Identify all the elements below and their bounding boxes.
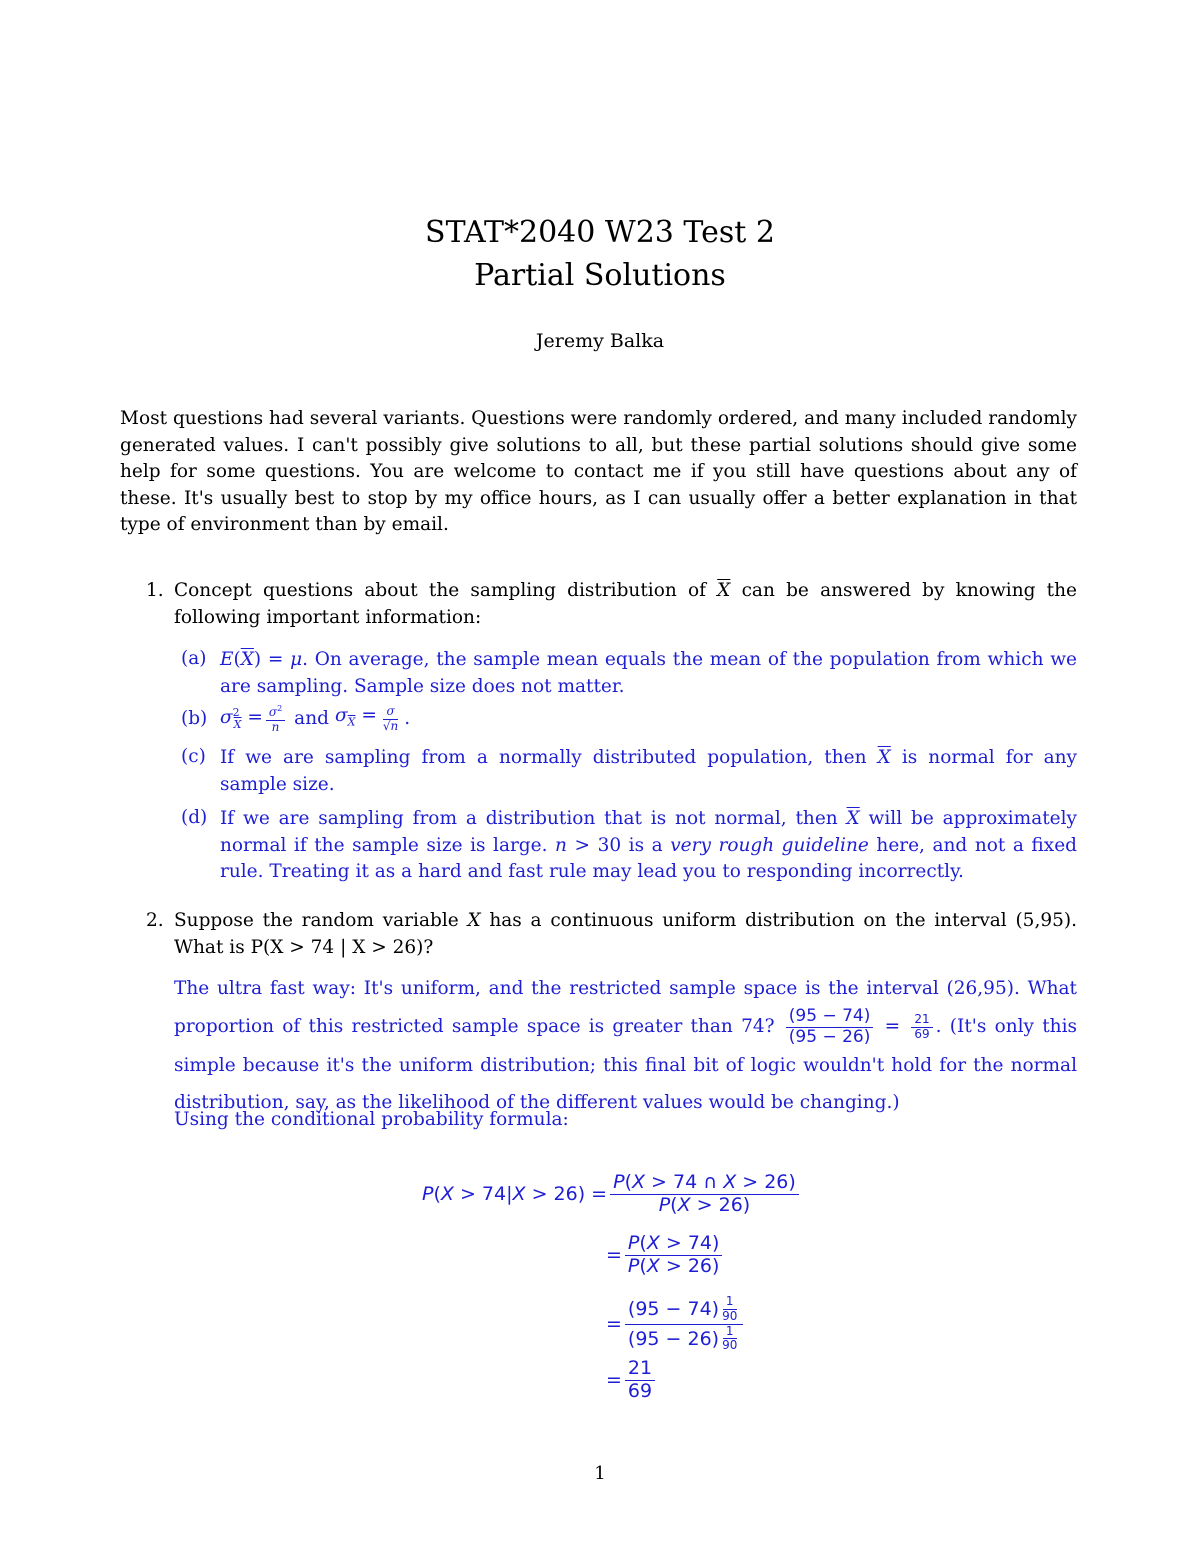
x-symbol: X	[467, 910, 481, 931]
q1-item-a-text	[220, 647, 1077, 700]
q2-text-part-b: has a continuous uniform distribution on the interval (5,95). What is P(X > 74 | X > 26)?	[174, 910, 1077, 958]
variance-fraction: $\frac{\sigma^2}{n}$	[266, 704, 285, 735]
q2-formula-intro: Using the conditional probability formula:	[174, 1109, 569, 1130]
derivation-row-1: P(X > 74|X > 26) = $\frac{P(X > 74 \cap X > 26)}{P(X > 26)}$	[422, 1172, 802, 1217]
author: Jeremy Balka	[535, 330, 665, 352]
joint-over-marginal: $\frac{P(X > 74 \cap X > 26)}{P(X > 26)}$	[610, 1172, 799, 1217]
question-1-text	[174, 578, 1077, 631]
q1-item-d-part-d: here, and not a fixed rule. Treating it as a hard and fast rule may lead you to responding incorrectly.	[220, 834, 1077, 882]
question-2-text	[174, 908, 1077, 961]
std-formula: $\sigma_{\overline{X}}$ =	[334, 704, 377, 729]
q2-text-part-a: Suppose the random variable	[174, 910, 459, 931]
q1-item-a-body: On average, the sample mean equals the mean of the population from which we are sampling. Sample size does not matter.	[220, 649, 1078, 697]
q1-item-d-part-c: is a	[628, 834, 663, 856]
proportion-fraction: $\frac{(95 - 74)}{(95 - 26)}$	[786, 1007, 874, 1047]
conditional-probability-derivation	[0, 1170, 1200, 1420]
q1-item-d-text	[220, 806, 1077, 886]
final-answer: $\frac{21}{69}$	[625, 1358, 655, 1403]
q1-item-b-text: $\sigma^2_{\overline{X}}$ = $\frac{\sigma^2}{n}$ and $\sigma_{\overline{X}}$ = $\frac{\sigma}{√n}$ .	[220, 700, 1077, 738]
derivation-row-3: = (95 − 74) $\frac{1}{90}$ (95 − 26) $\frac{1}{90}$	[606, 1295, 746, 1353]
simplified-ratio: $\frac{P(X > 74)}{P(X > 26)}$	[625, 1233, 723, 1278]
document-title-line1: STAT*2040 W23 Test 2	[425, 215, 775, 250]
sample-size-inequality: n > 30	[555, 834, 622, 856]
q1-item-d-emphasis: very rough guideline	[670, 834, 869, 856]
q1-item-c-text	[220, 745, 1077, 798]
intro-paragraph: Most questions had several variants. Questions were randomly ordered, and many included randomly generated values. I can't possibly give solutions to all, but these partial solutions should give some help for some questions. You are welcome to contact me if you still have questions about any of these. It's usually best to stop by my office hours, as I can usually offer a better explanation in that type of environment than by email.	[120, 408, 1077, 535]
derivation-row-4: = $\frac{21}{69}$	[606, 1358, 658, 1403]
derivation-row-2: = $\frac{P(X > 74)}{P(X > 26)}$	[606, 1233, 725, 1278]
q1-item-b-label: (b)	[181, 708, 208, 729]
q1-item-c-part-b: is normal for any sample size.	[220, 747, 1077, 795]
question-1-number: 1.	[146, 580, 164, 601]
expectation-formula: $E(\overline{X}) = \mu$.	[220, 649, 308, 670]
q1-item-a-label: (a)	[181, 648, 207, 669]
x-bar-symbol: $\overline{X}$	[717, 580, 731, 601]
q1-item-c-label: (c)	[181, 746, 206, 767]
uniform-ratio: (95 − 74) $\frac{1}{90}$ (95 − 26) $\frac{1}{90}$	[625, 1295, 743, 1353]
page-number: 1	[594, 1463, 606, 1484]
variance-formula: $\sigma^2_{\overline{X}}$ =	[220, 706, 263, 731]
x-bar-symbol: $\overline{X}$	[846, 808, 860, 829]
document-title-line2: Partial Solutions	[474, 258, 726, 293]
q1-item-d-part-a: If we are sampling from a distribution that is not normal, then	[220, 808, 838, 829]
q1-text-part-b: can be answered by knowing the following important information:	[174, 580, 1077, 628]
q2-fast-way-part-b: (It's only this simple because it's the uniform distribution; this final bit of logic wouldn't hold for the normal distribution, say, as the likelihood of the different values would be changing.)	[174, 1016, 1078, 1114]
q1-item-c-part-a: If we are sampling from a normally distributed population, then	[220, 747, 867, 768]
std-fraction: $\frac{\sigma}{√n}$	[382, 703, 399, 733]
x-bar-symbol: $\overline{X}$	[877, 747, 891, 768]
question-2-number: 2.	[146, 910, 164, 931]
q1-item-d-part-b: will be approximately normal if the sample size is large.	[220, 808, 1077, 856]
q2-fast-way: The ultra fast way: It's uniform, and the restricted sample space is the interval (26,95). What proportion of this restricted sample space is greater than 74? $\frac{(95 - 74)}{(95 - 26)}$ = $\frac{21}{69}$ . (It's only this simple because it's the uniform distribution; this final bit of logic wouldn't hold for the normal distribution, say, as the likelihood of the different values would be changing.)	[174, 978, 1078, 1114]
q1-text-part-a: Concept questions about the sampling distribution of	[174, 580, 706, 601]
q1-item-b-and: and	[294, 707, 329, 729]
q1-item-d-label: (d)	[181, 807, 208, 828]
q2-fast-way-part-a: The ultra fast way: It's uniform, and the restricted sample space is the interval (26,95). What proportion of this restricted sample space is greater than 74?	[174, 978, 1077, 1038]
result-fraction-small: $\frac{21}{69}$	[911, 1013, 932, 1042]
